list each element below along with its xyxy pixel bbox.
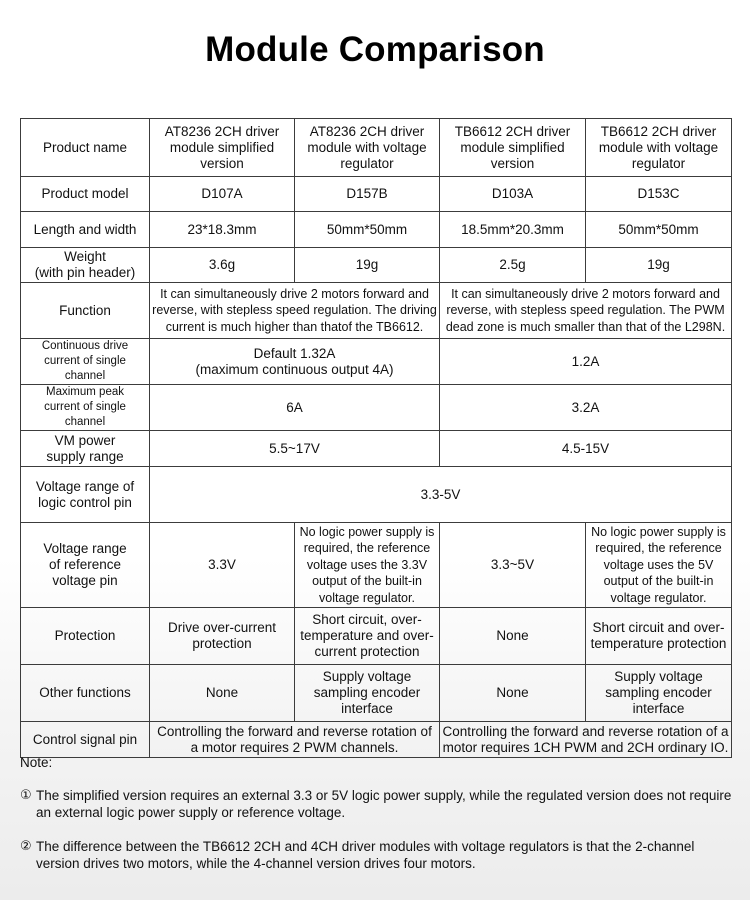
label-line: supply range xyxy=(46,448,124,464)
value-line: (maximum continuous output 4A) xyxy=(195,361,394,377)
label-line: voltage pin xyxy=(52,573,118,588)
table-row xyxy=(21,385,732,431)
row-label-product-model: Product model xyxy=(21,177,150,212)
note-text: The difference between the TB6612 2CH and 4CH driver modules with voltage regulators is that the 2-channel version drives two motors, while the 4-channel version drives four motors. xyxy=(36,839,695,871)
table-cell: Controlling the forward and reverse rotation of a motor requires 2 PWM channels. xyxy=(150,722,440,758)
label-line: logic control pin xyxy=(38,494,132,510)
table-cell: Supply voltage sampling encoder interface xyxy=(586,665,732,722)
row-label-logic-voltage xyxy=(21,467,150,523)
table-cell: Drive over-current protection xyxy=(150,608,295,665)
table-row xyxy=(21,431,732,467)
table-cell: TB6612 2CH driver module with voltage regulator xyxy=(586,119,732,177)
table-cell: 3.6g xyxy=(150,248,295,283)
table-cell: D157B xyxy=(295,177,440,212)
note-text: The simplified version requires an external 3.3 or 5V logic power supply, while the regulated version does not require an external logic power supply or reference voltage. xyxy=(36,788,732,820)
table-cell: It can simultaneously drive 2 motors forward and reverse, with stepless speed regulation. The PWM dead zone is much smaller than that of the L298N. xyxy=(440,283,732,339)
label-line: (with pin header) xyxy=(34,265,136,280)
note-item xyxy=(20,787,735,821)
table-cell xyxy=(150,339,440,385)
table-cell: No logic power supply is required, the reference voltage uses the 5V output of the built-in voltage regulator. xyxy=(586,523,732,608)
table-cell: It can simultaneously drive 2 motors forward and reverse, with stepless speed regulation. The driving current is much higher than thatof the TB6612. xyxy=(150,283,440,339)
table-row xyxy=(21,665,732,722)
table-cell: 1.2A xyxy=(440,339,732,385)
table-cell: 50mm*50mm xyxy=(586,212,732,248)
label-line: VM power xyxy=(54,432,116,448)
table-row xyxy=(21,339,732,385)
row-label-peak-current xyxy=(21,385,150,431)
table-cell: Short circuit, over-temperature and over-current protection xyxy=(295,608,440,665)
table-row xyxy=(21,283,732,339)
table-cell: AT8236 2CH driver module simplified version xyxy=(150,119,295,177)
label-line: of reference xyxy=(48,557,122,572)
note-item xyxy=(20,838,735,872)
row-label-continuous-current xyxy=(21,339,150,385)
table-cell: D153C xyxy=(586,177,732,212)
row-label-function: Function xyxy=(21,283,150,339)
table-cell: 19g xyxy=(586,248,732,283)
table-cell: TB6612 2CH driver module simplified version xyxy=(440,119,586,177)
label-line: current of single channel xyxy=(44,355,126,382)
table-cell: 5.5~17V xyxy=(150,431,440,467)
label-line: Continuous drive xyxy=(41,340,129,352)
row-label-vm-range xyxy=(21,431,150,467)
table-cell: None xyxy=(440,665,586,722)
row-label-other-functions: Other functions xyxy=(21,665,150,722)
row-label-product-name: Product name xyxy=(21,119,150,177)
label-line: Weight xyxy=(64,249,106,264)
table-cell: Supply voltage sampling encoder interface xyxy=(295,665,440,722)
note-marker: ① xyxy=(20,788,32,803)
table-row xyxy=(21,119,732,177)
table-cell: None xyxy=(440,608,586,665)
row-label-reference-voltage xyxy=(21,523,150,608)
table-cell: None xyxy=(150,665,295,722)
table-row xyxy=(21,722,732,758)
table-cell: 6A xyxy=(150,385,440,431)
table-cell: 3.2A xyxy=(440,385,732,431)
table-cell: Short circuit and over-temperature protection xyxy=(586,608,732,665)
row-label-protection: Protection xyxy=(21,608,150,665)
table-cell: 19g xyxy=(295,248,440,283)
value-line: Default 1.32A xyxy=(253,345,336,361)
row-label-weight xyxy=(21,248,150,283)
table-row xyxy=(21,177,732,212)
label-line: Maximum peak xyxy=(46,386,124,398)
table-cell: 3.3V xyxy=(150,523,295,608)
label-line: Voltage range xyxy=(43,541,127,556)
table-row xyxy=(21,212,732,248)
table-row xyxy=(21,467,732,523)
table-row xyxy=(21,248,732,283)
row-label-length-width: Length and width xyxy=(21,212,150,248)
table-cell: No logic power supply is required, the reference voltage uses the 3.3V output of the built-in voltage regulator. xyxy=(295,523,440,608)
label-line: Voltage range of xyxy=(35,478,135,494)
table-cell: 3.3~5V xyxy=(440,523,586,608)
table-cell: 23*18.3mm xyxy=(150,212,295,248)
table-cell: 50mm*50mm xyxy=(295,212,440,248)
comparison-table xyxy=(20,118,732,758)
table-cell: 4.5-15V xyxy=(440,431,732,467)
table-row xyxy=(21,608,732,665)
table-cell: 2.5g xyxy=(440,248,586,283)
table-cell: 18.5mm*20.3mm xyxy=(440,212,586,248)
note-marker: ② xyxy=(20,839,32,854)
table-cell: 3.3-5V xyxy=(150,467,732,523)
label-line: current of single channel xyxy=(44,401,126,428)
note-heading: Note: xyxy=(20,755,53,770)
row-label-control-signal: Control signal pin xyxy=(21,722,150,758)
table-cell: D107A xyxy=(150,177,295,212)
table-cell: AT8236 2CH driver module with voltage regulator xyxy=(295,119,440,177)
table-row xyxy=(21,523,732,608)
table-cell: Controlling the forward and reverse rotation of a motor requires 1CH PWM and 2CH ordinary IO. xyxy=(440,722,732,758)
table-cell: D103A xyxy=(440,177,586,212)
page-title: Module Comparison xyxy=(205,30,545,69)
